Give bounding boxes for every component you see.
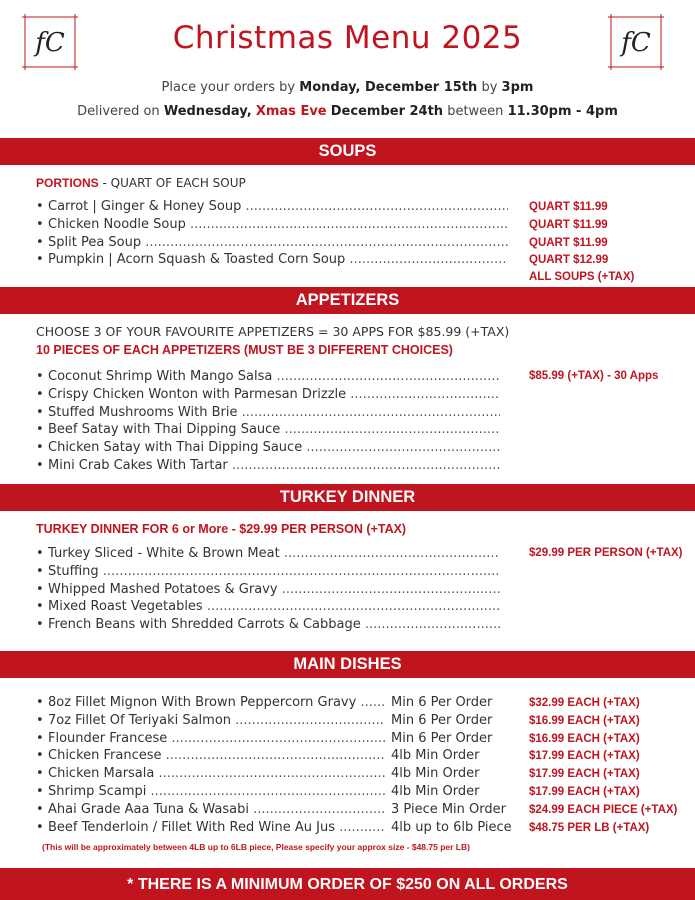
section-heading-appetizers: APPETIZERS xyxy=(0,287,695,314)
logo-text: fC xyxy=(35,28,65,58)
appetizers-rule: 10 PIECES OF EACH APPETIZERS (MUST BE 3 DIFFERENT CHOICES) xyxy=(36,343,453,357)
list-item: • Stuffing ..... xyxy=(36,563,500,581)
price-label: $17.99 EACH (+TAX) xyxy=(529,785,640,798)
price-label: $16.99 EACH (+TAX) xyxy=(529,732,640,745)
list-item: • Split Pea Soup ..... xyxy=(36,234,508,252)
price-note: ALL SOUPS (+TAX) xyxy=(529,271,635,284)
turkey-intro: TURKEY DINNER FOR 6 or More - $29.99 PER PERSON (+TAX) xyxy=(36,522,407,536)
price-label: $24.99 EACH PIECE (+TAX) xyxy=(529,803,678,816)
delivery-window: 11.30pm - 4pm xyxy=(507,104,618,119)
price-label: $48.75 PER LB (+TAX) xyxy=(529,821,650,834)
list-item: • Whipped Mashed Potatoes & Gravy ..... xyxy=(36,581,500,599)
order-deadline-line xyxy=(0,80,695,95)
appetizers-intro: CHOOSE 3 OF YOUR FAVOURITE APPETIZERS = 30 APPS FOR $85.99 (+TAX) xyxy=(36,324,510,339)
minimum-order-banner: * THERE IS A MINIMUM ORDER OF $250 ON ALL ORDERS xyxy=(0,868,695,900)
section-heading-turkey: TURKEY DINNER xyxy=(0,484,695,511)
order-time: 3pm xyxy=(501,80,534,95)
list-item: • Beef Satay with Thai Dipping Sauce ..... xyxy=(36,421,500,439)
delivery-prefix: Delivered on xyxy=(77,104,160,119)
soups-prices xyxy=(529,199,634,284)
delivery-line xyxy=(0,104,695,119)
list-item: • Coconut Shrimp With Mango Salsa ..... xyxy=(36,368,500,386)
price-label: QUART $11.99 xyxy=(529,218,608,231)
section-heading-mains: MAIN DISHES xyxy=(0,651,695,678)
order-prefix: Place your orders by xyxy=(161,80,296,95)
list-item: • Chicken Satay with Thai Dipping Sauce ..... xyxy=(36,439,500,457)
soups-portions xyxy=(36,176,246,190)
list-item: • 7oz Fillet Of Teriyaki Salmon ..... Min 6 Per Order xyxy=(36,712,525,730)
list-item: • Chicken Marsala ..... 4lb Min Order xyxy=(36,765,525,783)
price-label: $17.99 EACH (+TAX) xyxy=(529,750,640,763)
list-item: • Shrimp Scampi ..... 4lb Min Order xyxy=(36,783,525,801)
list-item: • Flounder Francese ..... Min 6 Per Order xyxy=(36,730,525,748)
order-mid: by xyxy=(481,80,498,95)
list-item: • French Beans with Shredded Carrots & Cabbage ..... xyxy=(36,616,500,634)
price-label: $16.99 EACH (+TAX) xyxy=(529,714,640,727)
price-label: $17.99 EACH (+TAX) xyxy=(529,768,640,781)
page-title: Christmas Menu 2025 xyxy=(172,20,523,56)
list-item: • Crispy Chicken Wonton with Parmesan Drizzle ..... xyxy=(36,386,500,404)
list-item: • Mini Crab Cakes With Tartar ..... xyxy=(36,457,500,475)
list-item: • 8oz Fillet Mignon With Brown Peppercorn Gravy ..... Min 6 Per Order xyxy=(36,694,525,712)
price-label: $32.99 EACH (+TAX) xyxy=(529,697,640,709)
list-item: • Chicken Francese ..... 4lb Min Order xyxy=(36,747,525,765)
list-item: • Stuffed Mushrooms With Brie ..... xyxy=(36,404,500,422)
list-item: • Turkey Sliced - White & Brown Meat ..... xyxy=(36,545,500,563)
mains-prices xyxy=(529,695,677,837)
appetizers-list xyxy=(36,368,500,475)
portions-label: PORTIONS xyxy=(36,176,99,190)
list-item: • Mixed Roast Vegetables ..... xyxy=(36,598,500,616)
list-item: • Chicken Noodle Soup ..... xyxy=(36,216,508,234)
logo-text: fC xyxy=(621,28,651,58)
list-item: • Beef Tenderloin / Fillet With Red Wine Au Jus ..... 4lb up to 6lb Piece xyxy=(36,819,525,837)
price-label: QUART $12.99 xyxy=(529,254,609,267)
soups-list xyxy=(36,198,508,269)
list-item: • Carrot | Ginger & Honey Soup ..... xyxy=(36,198,508,216)
price-label: QUART $11.99 xyxy=(529,201,608,213)
delivery-day: Wednesday, xyxy=(163,104,252,119)
list-item: • Ahai Grade Aaa Tuna & Wasabi ..... 3 Piece Min Order xyxy=(36,801,525,819)
turkey-price: $29.99 PER PERSON (+TAX) xyxy=(529,547,683,559)
delivery-mid: between xyxy=(447,104,504,119)
order-deadline: Monday, December 15th xyxy=(299,80,478,95)
price-label: QUART $11.99 xyxy=(529,236,608,249)
delivery-xmas: Xmas Eve xyxy=(255,104,327,119)
delivery-date: December 24th xyxy=(330,104,444,119)
mains-footnote: (This will be approximately between 4LB up to 6LB piece, Please specify your approx size - $48.75 per LB) xyxy=(42,842,470,852)
mains-list xyxy=(36,694,525,836)
portions-text: - QUART OF EACH SOUP xyxy=(102,176,246,190)
turkey-list xyxy=(36,545,500,634)
list-item: • Pumpkin | Acorn Squash & Toasted Corn Soup ..... xyxy=(36,251,508,269)
section-heading-soups: SOUPS xyxy=(0,138,695,165)
appetizers-price: $85.99 (+TAX) - 30 Apps xyxy=(529,370,659,382)
